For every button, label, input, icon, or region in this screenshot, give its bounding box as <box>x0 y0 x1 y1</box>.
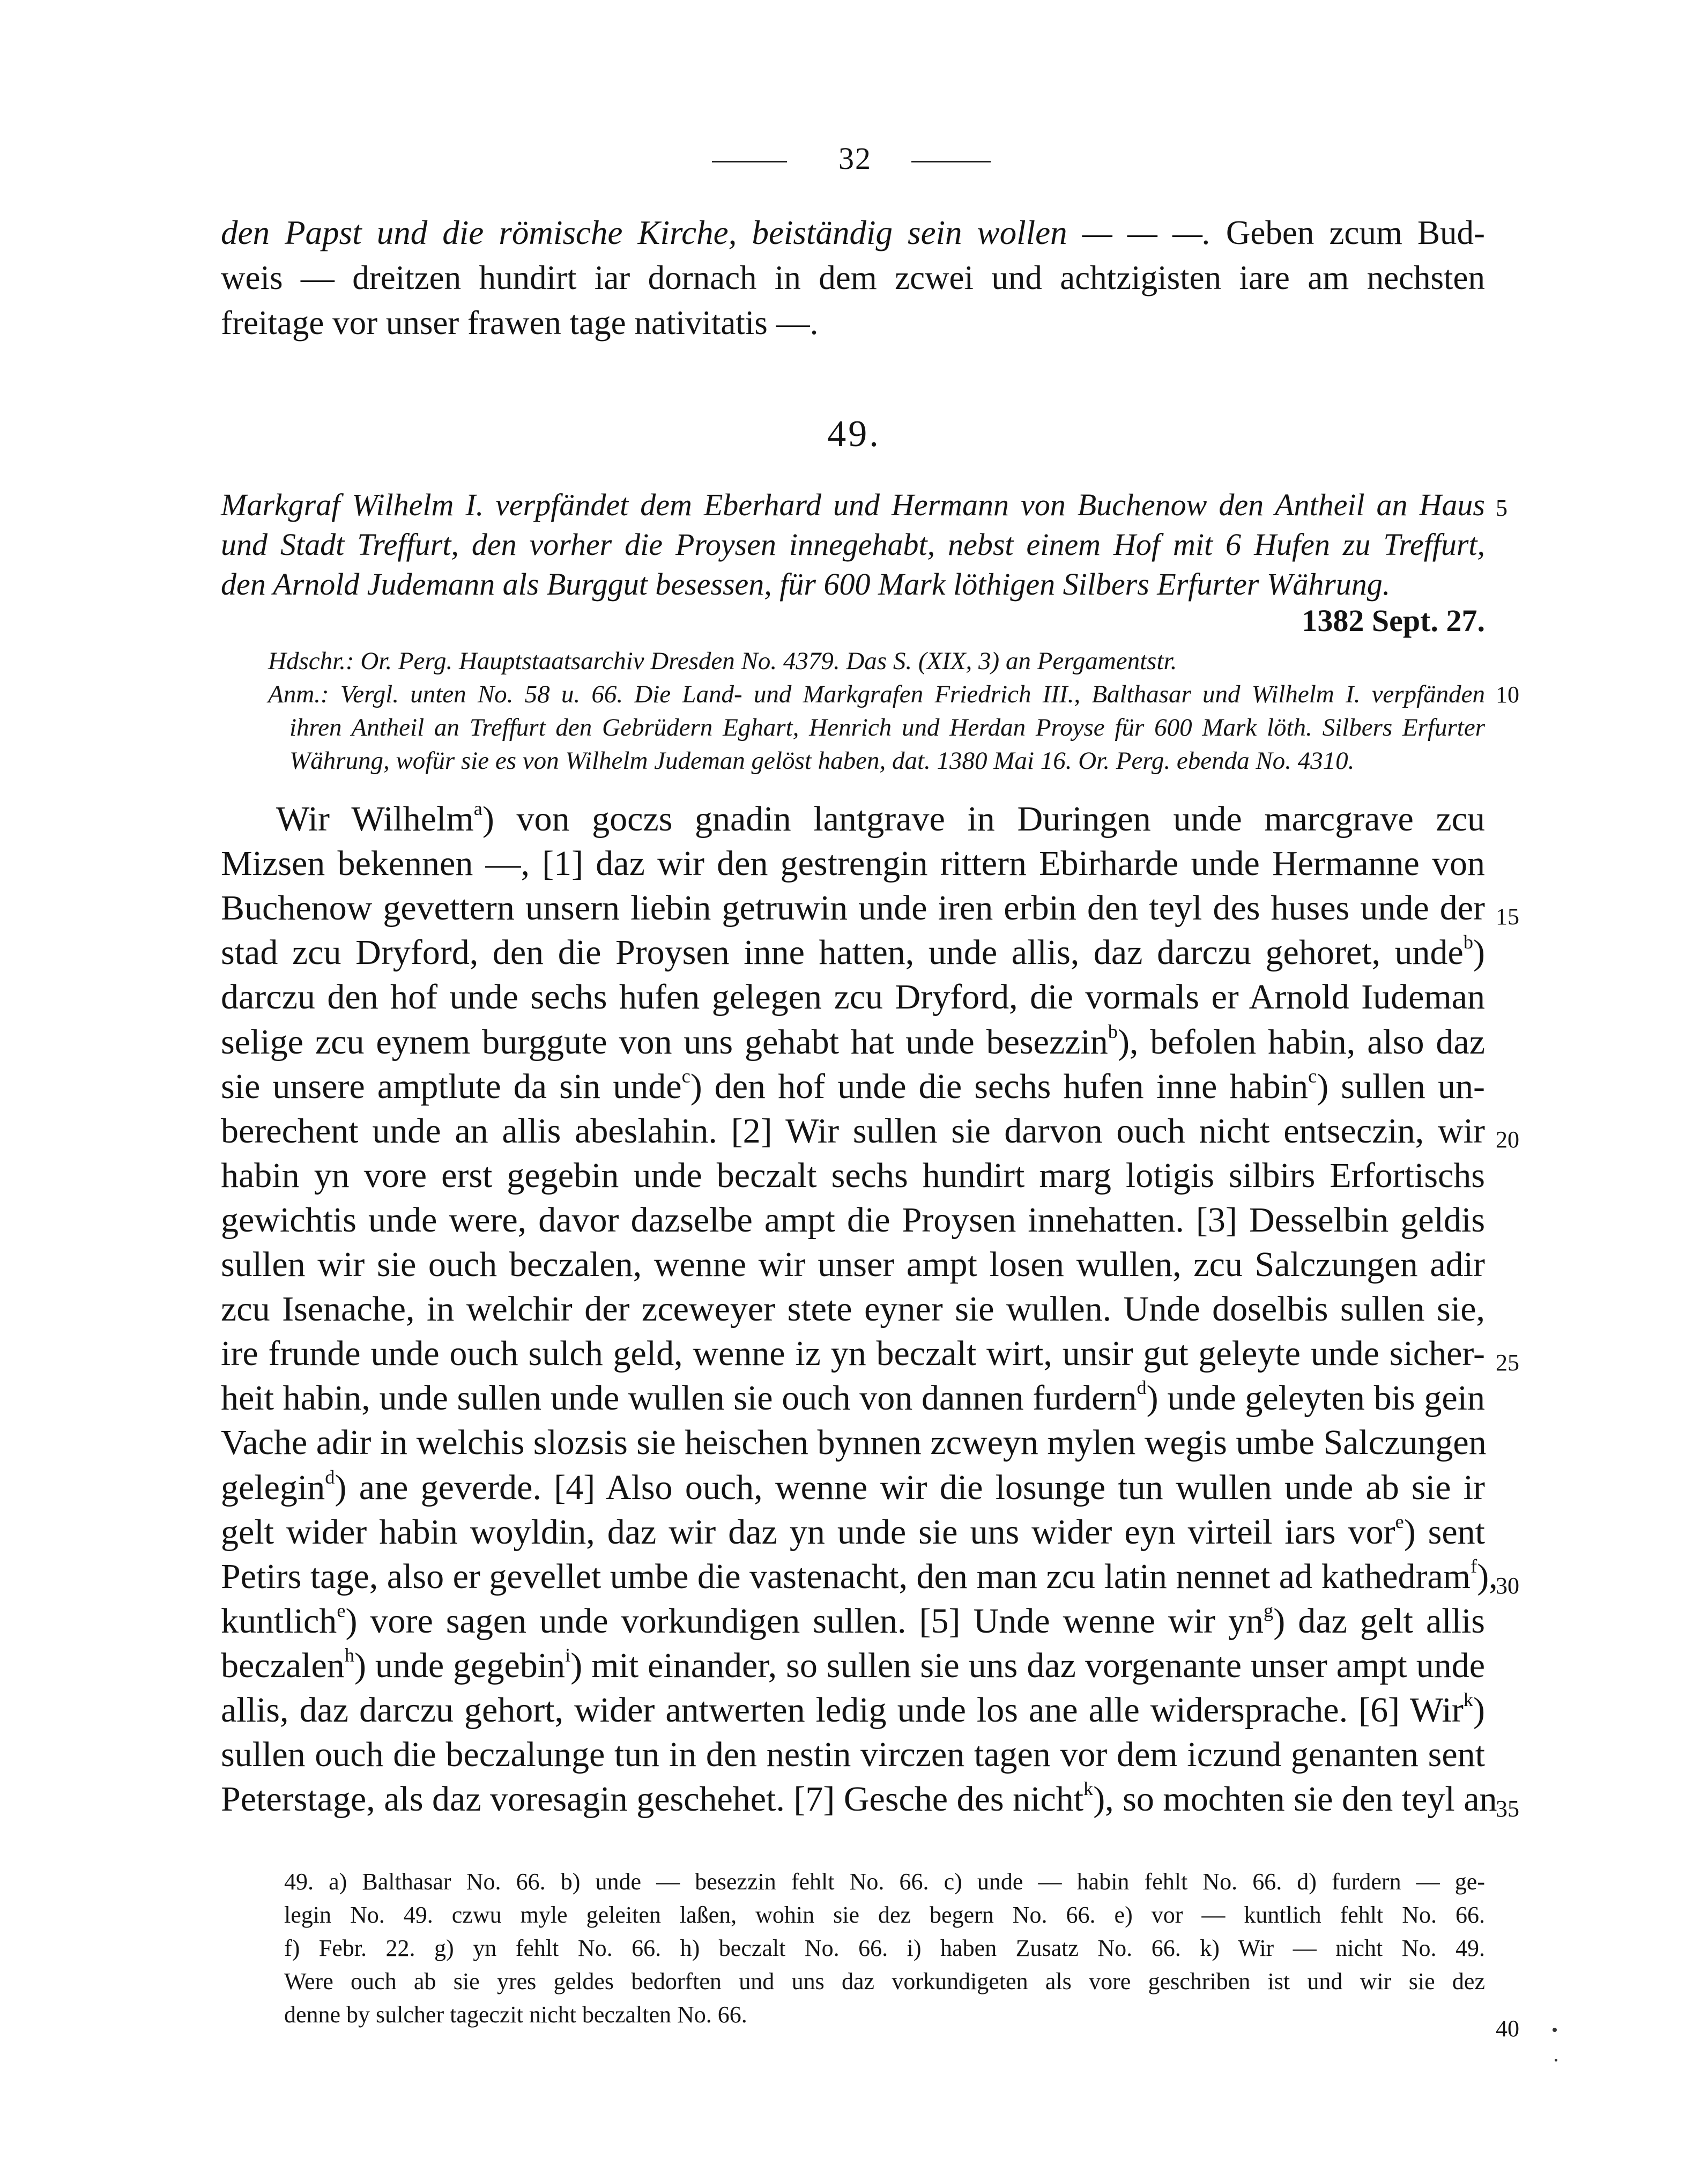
main-text-line: kuntlich$^e$) vore sagen unde vorkundigen sullen. [5] Unde wenne wir $yn^g$) daz gelt allis <box>221 1599 1485 1641</box>
line-number: 20 <box>1496 1126 1519 1153</box>
footnote-marker: e <box>337 1599 346 1621</box>
intro-line: freitage vor unser frawen tage nativitatis —. <box>221 304 819 342</box>
main-text-line: Peterstage, als daz voresagin geschehet. [7] Gesche des nicht$^k$), so mochten sie den teyl an <box>221 1777 1497 1819</box>
footnote-line: denne by sulcher tageczit nicht beczalten No. 66. <box>284 2001 747 2028</box>
line-number: 30 <box>1496 1573 1519 1599</box>
main-text-line: Petirs tage, also er gevellet umbe die vastenacht, den man zcu latin nennet ad kathedram$^f$), <box>221 1555 1498 1596</box>
footnote-marker: f <box>1471 1555 1477 1577</box>
footnote-marker: e <box>1395 1510 1404 1532</box>
main-text-line: Buchenow gevettern unsern liebin getruwin unde iren erbin den teyl des huses unde der <box>221 888 1485 928</box>
footnote-marker: i <box>565 1644 571 1666</box>
page-number: 32 <box>838 141 872 176</box>
footnote-marker: k <box>1463 1688 1474 1710</box>
main-text-line: selige zcu eynem burggute von uns gehabt hat unde besezzin$^b$), befolen habin, also daz <box>221 1020 1486 1062</box>
footnote-line: 49. a) Balthasar No. 66. b) unde — besezzin fehlt No. 66. c) unde — habin fehlt No. 66. d) furdern — ge- <box>284 1868 1485 1895</box>
main-text-line: sullen ouch die beczalunge tun in den nestin virczen tagen vor dem iczund genanten sent <box>221 1735 1485 1774</box>
page-header <box>0 140 1708 178</box>
header-rule-left <box>712 161 787 162</box>
main-text-line: sie unsere amptlute da sin unde$^c$) den hof unde die sechs hufen inne habin$^c$) sullen un- <box>221 1065 1485 1106</box>
main-text-line: gelt wider habin woyldin, daz wir daz yn unde sie uns wider eyn virteil iars vor$^e$) sent <box>221 1510 1485 1552</box>
footnote-marker: k <box>1083 1777 1094 1799</box>
main-text-line: stad zcu Dryford, den die Proysen inne hatten, unde allis, daz darczu gehoret, unde$^b$) <box>221 931 1485 972</box>
document-number: 49. <box>827 413 881 455</box>
main-text-line: zcu Isenache, in welchir der zceweyer stete eyner sie wullen. Unde doselbis sullen sie, <box>221 1289 1485 1329</box>
main-text-line: gewichtis unde were, davor dazselbe ampt die Proysen innehatten. [3] Desselbin geldis <box>221 1200 1485 1240</box>
main-text-line: ire frunde unde ouch sulch geld, wenne iz yn beczalt wirt, unsir gut geleyte unde sicher- <box>221 1334 1485 1373</box>
main-text-line: berechent unde an allis abeslahin. [2] Wir sullen sie darvon ouch nicht entseczin, wir <box>221 1111 1485 1151</box>
main-text-line: habin yn vore erst gegebin unde beczalt sechs hundirt marg lotigis silbirs Erfortischs <box>221 1156 1485 1195</box>
footnote-line: legin No. 49. czwu myle geleiten laßen, wohin sie dez begern No. 66. e) vor — kuntlich fehlt No. 66. <box>284 1902 1485 1928</box>
note-line: Hdschr.: Or. Perg. Hauptstaatsarchiv Dresden No. 4379. Das S. (XIX, 3) an Pergamentstr. <box>268 647 1177 675</box>
footnote-marker: b <box>1463 931 1474 953</box>
line-number: 35 <box>1496 1796 1519 1822</box>
footnote-marker: b <box>1108 1020 1118 1042</box>
footnote-marker: g <box>1264 1599 1274 1621</box>
date-line <box>221 603 1485 639</box>
scan-speck <box>1555 2059 1557 2062</box>
note-line: Währung, wofür sie es von Wilhelm Judeman gelöst haben, dat. 1380 Mai 16. Or. Perg. ebenda No. 4310. <box>289 747 1355 775</box>
footnote-marker: d <box>325 1466 335 1488</box>
footnote-marker: c <box>681 1065 690 1087</box>
main-text-line: sullen wir sie ouch beczalen, wenne wir unser ampt losen wullen, zcu Salczungen adir <box>221 1245 1485 1284</box>
main-text-line: Mizsen bekennen —, [1] daz wir den gestrengin rittern Ebirharde unde Hermanne von <box>221 844 1485 883</box>
scan-speck <box>1553 2028 1557 2032</box>
main-text-line: allis, daz darczu gehort, wider antwerten ledig unde los ane alle widersprache. [6] Wir$^k$) <box>221 1688 1485 1730</box>
intro-line: weis — dreitzen hundirt iar dornach in dem zcwei und achtzigisten iare am nechsten <box>221 259 1485 296</box>
note-line: Anm.: Vergl. unten No. 58 u. 66. Die Land- und Markgrafen Friedrich III., Balthasar und Wilhelm I. verpfänden <box>268 680 1485 708</box>
line-number: 40 <box>1496 2015 1519 2042</box>
main-text-line: gelegin$^d$) ane geverde. [4] Also ouch, wenne wir die losunge tun wullen unde ab sie ir <box>221 1466 1485 1507</box>
regest-line: den Arnold Judemann als Burggut besessen, für 600 Mark löthigen Silbers Erfurter Währung. <box>221 567 1391 602</box>
main-text-line: beczalen$^h$) unde gegebin$^i$) mit einander, so sullen sie uns daz vorgenante unser ampt unde <box>221 1644 1485 1685</box>
footnote-marker: h <box>344 1644 354 1666</box>
line-number: 10 <box>1496 681 1519 708</box>
header-rule-right <box>911 161 991 162</box>
regest-line: Markgraf Wilhelm I. verpfändet dem Eberhard und Hermann von Buchenow den Antheil an Haus <box>221 487 1485 522</box>
note-line: ihren Antheil an Treffurt den Gebrüdern Eghart, Henrich und Herdan Proyse für 600 Mark löth. Silbers Erfurter <box>289 714 1485 742</box>
regest-line: und Stadt Treffurt, den vorher die Proysen innegehabt, nebst einem Hof mit 6 Hufen zu Treffurt, <box>221 527 1485 562</box>
footnote-marker: c <box>1308 1065 1317 1087</box>
line-number: 25 <box>1496 1349 1519 1376</box>
footnote-marker: d <box>1137 1376 1147 1398</box>
main-text-line: heit habin, unde sullen unde wullen sie ouch von dannen furdern$^d$) unde geleyten bis gein <box>221 1376 1485 1418</box>
intro-line-1: den Papst und die römische Kirche, beiständig sein wollen — — —. Geben zcum Bud- <box>221 214 1485 251</box>
main-text-line: Wir Wilhelm$^a$) von goczs gnadin lantgrave in Duringen unde marcgrave zcu <box>276 797 1485 839</box>
footnote-line: f) Febr. 22. g) yn fehlt No. 66. h) beczalt No. 66. i) haben Zusatz No. 66. k) Wir — nicht No. 49. <box>284 1935 1485 1961</box>
line-number: 15 <box>1496 903 1519 930</box>
main-text-line: Vache adir in welchis slozsis sie heischen bynnen zcweyn mylen wegis umbe Salczungen <box>221 1423 1487 1462</box>
footnote-line: Were ouch ab sie yres geldes bedorften und uns daz vorkundigeten als vore geschriben ist und wir sie dez <box>284 1968 1485 1994</box>
main-text-line: darczu den hof unde sechs hufen gelegen zcu Dryford, die vormals er Arnold Iudeman <box>221 977 1485 1017</box>
line-number: 5 <box>1496 495 1508 521</box>
footnote-marker: a <box>473 797 482 819</box>
document-date: 1382 Sept. 27. <box>1302 603 1485 638</box>
